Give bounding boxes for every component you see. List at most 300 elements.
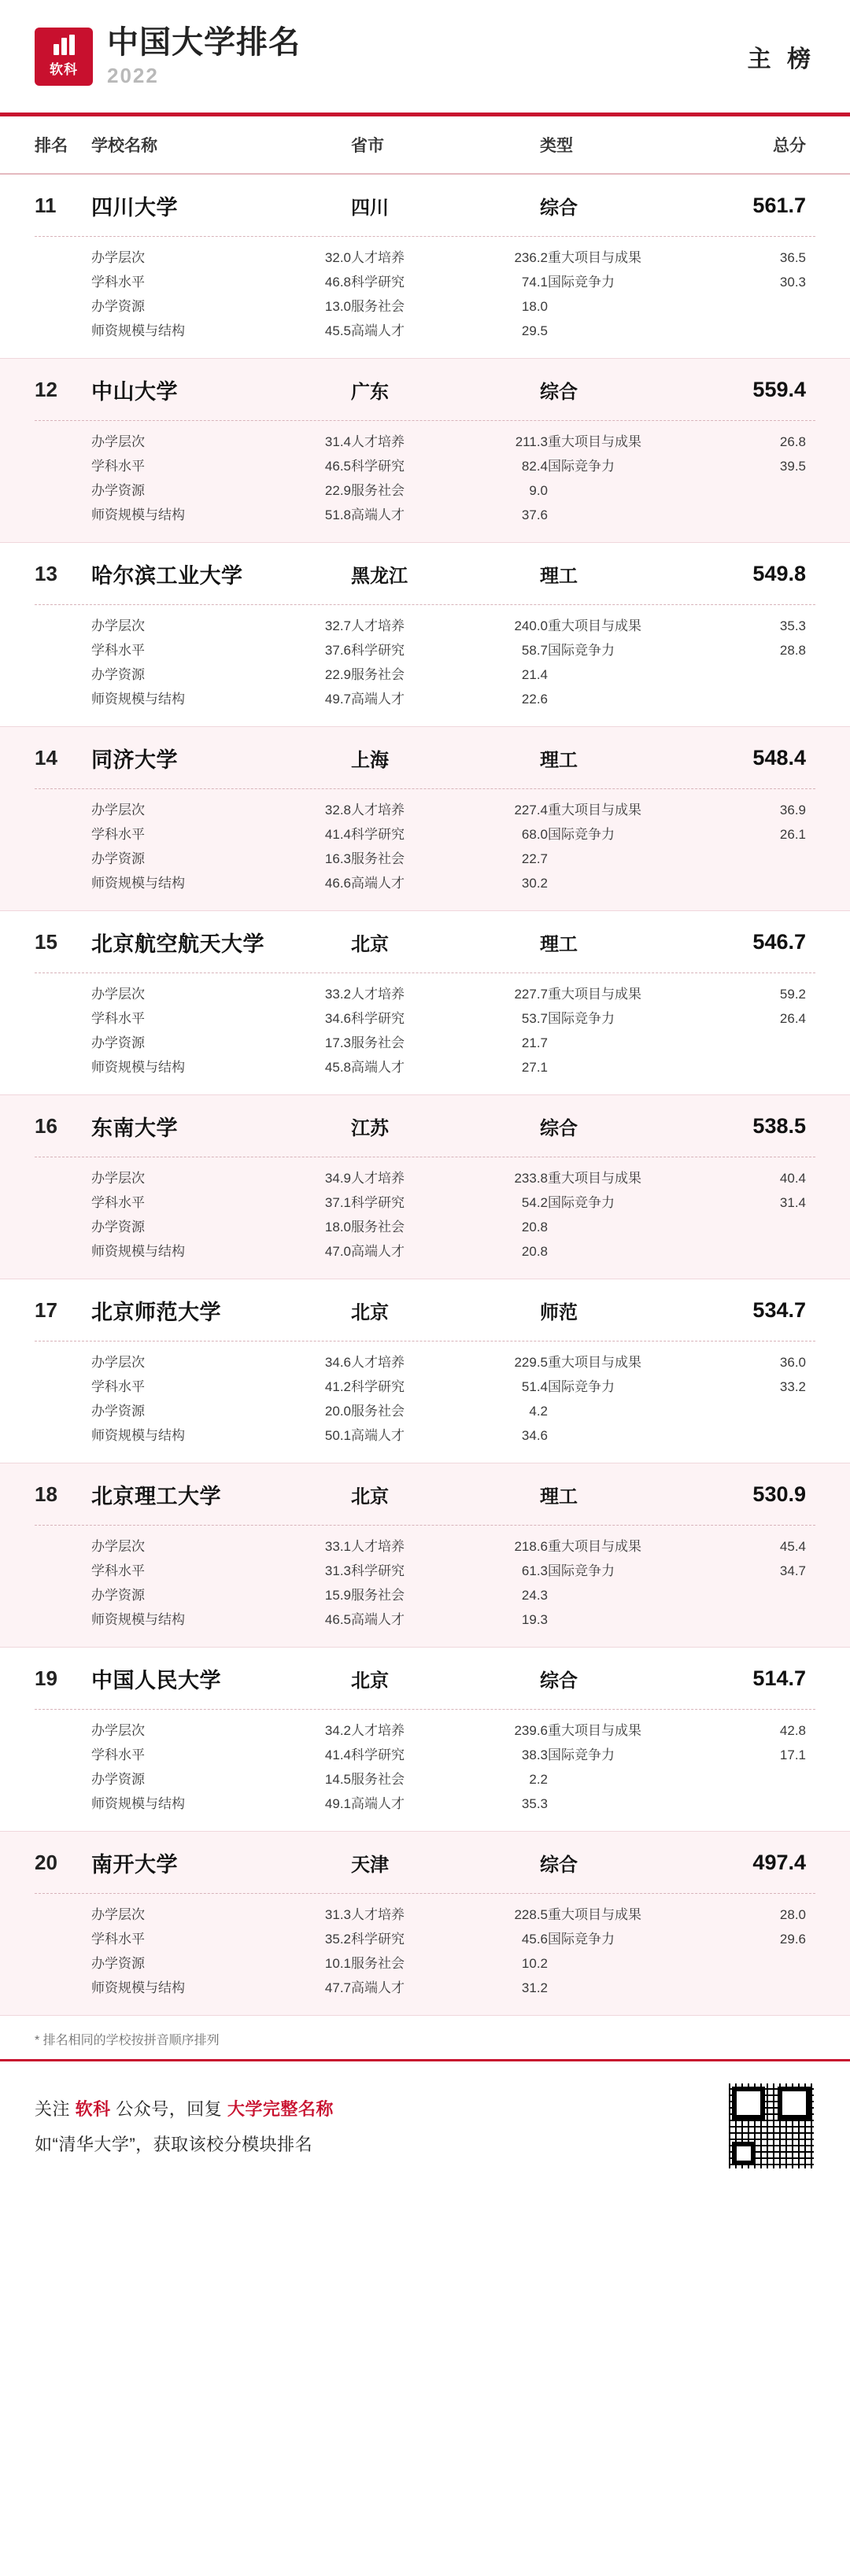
subscore-value: 46.5 [324,1612,351,1627]
subscore-label: 学科水平 [91,1195,145,1210]
subscore-item [351,1351,548,1375]
subscore-label: 重大项目与成果 [548,1907,641,1922]
row-type: 综合 [540,1117,578,1139]
subscore-item [91,799,351,823]
subscore-item [351,295,548,319]
table-row[interactable] [0,359,850,543]
subscore-value: 31.3 [324,1563,351,1578]
row-type: 理工 [540,749,578,771]
footer-text [35,2096,334,2156]
subscore-item [351,1719,548,1744]
subscore-value: 10.1 [324,1956,351,1971]
row-university-name[interactable]: 中山大学 [91,379,178,404]
subscore-label: 办学层次 [91,618,145,633]
subscore-value: 53.7 [521,1011,548,1026]
subscore-column-2 [351,799,548,896]
subscore-label: 师资规模与结构 [91,876,185,891]
subscore-item [351,430,548,455]
subscore-label: 服务社会 [351,483,405,498]
subscore-value: 35.2 [324,1932,351,1947]
table-row[interactable] [0,1095,850,1279]
row-university-name[interactable]: 同济大学 [91,747,178,772]
subscore-value: 240.0 [514,618,548,633]
row-rank: 19 [35,1666,57,1690]
row-type: 理工 [540,1485,578,1508]
subscore-item [351,799,548,823]
subscore-column-1 [91,1903,351,2001]
subscore-column-3 [548,246,815,344]
row-rank: 17 [35,1297,57,1322]
subscore-label: 办学层次 [91,1723,145,1738]
subscore-label: 国际竞争力 [548,827,615,842]
subscore-column-2 [351,1719,548,1817]
footer-line-1 [35,2096,334,2120]
subscore-value: 33.2 [324,987,351,1002]
subscore-label: 重大项目与成果 [548,618,641,633]
row-total-score: 548.4 [752,745,806,769]
subscore-label: 人才培养 [351,987,405,1002]
subscore-value: 31.4 [779,1195,806,1210]
subscore-value: 51.8 [324,507,351,522]
subscore-label: 办学层次 [91,434,145,449]
subscore-item [91,1928,351,1952]
subscore-value: 17.1 [779,1747,806,1762]
row-province: 北京 [351,1301,389,1323]
subscore-item [351,1608,548,1633]
subscore-label: 高端人才 [351,323,405,338]
subscore-item [351,1400,548,1424]
row-subscores [35,1525,815,1647]
subscore-value: 38.3 [521,1747,548,1762]
column-province: 省市 [351,137,384,155]
subscore-item [351,1792,548,1817]
subscore-item [548,799,815,823]
subscore-value: 68.0 [521,827,548,842]
subscore-value: 18.0 [521,299,548,314]
subscore-label: 高端人才 [351,1980,405,1995]
table-row[interactable] [0,1648,850,1832]
subscore-column-3 [548,1719,815,1817]
subscore-value: 14.5 [324,1772,351,1787]
subscore-label: 人才培养 [351,1907,405,1922]
subscore-label: 师资规模与结构 [91,507,185,522]
table-row[interactable] [0,911,850,1095]
subscore-item [351,246,548,271]
subscore-value: 34.6 [521,1428,548,1443]
subscore-value: 41.4 [324,827,351,842]
subscore-label: 高端人才 [351,1612,405,1627]
subscore-item [351,1056,548,1080]
subscore-item [351,1903,548,1928]
subscore-label: 人才培养 [351,250,405,265]
subscore-item [548,1167,815,1191]
subscore-item [91,430,351,455]
subscore-item [351,1928,548,1952]
row-university-name[interactable]: 四川大学 [91,195,178,220]
row-university-name[interactable]: 中国人民大学 [91,1668,221,1692]
subscore-value: 34.9 [324,1171,351,1186]
row-university-name[interactable]: 南开大学 [91,1852,178,1877]
subscore-value: 22.9 [324,483,351,498]
subscore-item [91,1056,351,1080]
subscore-value: 59.2 [779,987,806,1002]
subscore-item [351,1375,548,1400]
subscore-label: 办学资源 [91,1220,145,1234]
subscore-grid [91,614,815,712]
subscore-column-3 [548,614,815,712]
row-rank: 20 [35,1850,57,1874]
subscore-value: 50.1 [324,1428,351,1443]
subscore-column-2 [351,614,548,712]
subscore-item [351,1768,548,1792]
subscore-item [91,872,351,896]
subscore-value: 33.2 [779,1379,806,1394]
row-province: 上海 [351,749,389,771]
subscore-item [548,614,815,639]
subscore-item [91,1032,351,1056]
row-province: 北京 [351,1485,389,1508]
shanghairanking-logo-icon [35,28,93,86]
subscore-label: 重大项目与成果 [548,987,641,1002]
subscore-value: 41.2 [324,1379,351,1394]
column-rank: 排名 [35,137,68,155]
subscore-value: 58.7 [521,643,548,658]
subscore-label: 师资规模与结构 [91,1428,185,1443]
subscore-value: 33.1 [324,1539,351,1554]
subscore-item [548,1535,815,1559]
subscore-label: 师资规模与结构 [91,692,185,707]
row-rank: 15 [35,929,57,954]
subscore-value: 47.7 [324,1980,351,1995]
row-province: 北京 [351,933,389,955]
subscore-value: 35.3 [779,618,806,633]
row-rank: 12 [35,377,57,401]
brand-logo [35,24,301,88]
subscore-label: 学科水平 [91,1379,145,1394]
subscore-item [91,1768,351,1792]
column-name: 学校名称 [91,137,157,155]
subscore-item [548,1351,815,1375]
subscore-label: 师资规模与结构 [91,1244,185,1259]
subscore-item [351,1240,548,1264]
subscore-column-1 [91,1535,351,1633]
subscore-value: 31.2 [521,1980,548,1995]
subscore-item [91,1744,351,1768]
subscore-value: 24.3 [521,1588,548,1603]
subscore-label: 重大项目与成果 [548,1355,641,1370]
subscore-value: 74.1 [521,275,548,290]
subscore-item [351,1032,548,1056]
subscore-value: 36.9 [779,803,806,817]
subscore-value: 34.6 [324,1355,351,1370]
subscore-item [351,1167,548,1191]
table-row[interactable] [0,1832,850,2016]
subscore-grid [91,1351,815,1449]
subscore-item [91,1559,351,1584]
subscore-value: 22.6 [521,692,548,707]
row-university-name[interactable]: 哈尔滨工业大学 [91,563,243,588]
subscore-label: 服务社会 [351,1035,405,1050]
subscore-item [91,479,351,504]
subscore-label: 国际竞争力 [548,275,615,290]
subscore-label: 服务社会 [351,1772,405,1787]
logo-text: 软科 [50,62,78,77]
column-score: 总分 [773,137,806,155]
subscore-column-2 [351,430,548,528]
table-row[interactable] [0,543,850,727]
subscore-grid [91,1167,815,1264]
table-row[interactable] [0,727,850,911]
subscore-item [548,1928,815,1952]
subscore-label: 服务社会 [351,299,405,314]
row-subscores [35,1709,815,1831]
subscore-value: 32.7 [324,618,351,633]
ranking-table [0,175,850,2016]
subscore-value: 26.1 [779,827,806,842]
subscore-value: 211.3 [515,434,548,449]
row-university-name[interactable]: 北京师范大学 [91,1300,221,1324]
subscore-label: 科学研究 [351,459,405,474]
row-type: 师范 [540,1301,578,1323]
subscore-column-2 [351,1535,548,1633]
row-subscores [35,788,815,910]
subscore-value: 15.9 [324,1588,351,1603]
subscore-item [351,1559,548,1584]
subscore-item [548,246,815,271]
subscore-column-3 [548,430,815,528]
row-total-score: 546.7 [752,929,806,954]
table-row-main [35,1279,815,1341]
row-university-name[interactable]: 北京航空航天大学 [91,932,264,956]
row-university-name[interactable]: 东南大学 [91,1116,178,1140]
subscore-item [91,295,351,319]
subscore-column-3 [548,1535,815,1633]
row-total-score: 514.7 [752,1666,806,1690]
row-subscores [35,236,815,358]
subscore-item [548,1191,815,1216]
subscore-label: 办学资源 [91,667,145,682]
row-total-score: 538.5 [752,1113,806,1138]
subscore-label: 师资规模与结构 [91,1612,185,1627]
page-header [0,0,850,116]
subscore-label: 人才培养 [351,618,405,633]
subscore-item [91,847,351,872]
subscore-label: 科学研究 [351,643,405,658]
subscore-item [548,1903,815,1928]
table-row-main [35,175,815,236]
page-footer [0,2059,850,2197]
subscore-label: 国际竞争力 [548,1563,615,1578]
subscore-column-2 [351,246,548,344]
subscore-item [351,271,548,295]
subscore-value: 239.6 [514,1723,548,1738]
subscore-grid [91,799,815,896]
subscore-label: 人才培养 [351,1539,405,1554]
subscore-value: 32.0 [324,250,351,265]
subscore-item [351,614,548,639]
subscore-item [351,1007,548,1032]
subscore-label: 学科水平 [91,643,145,658]
subscore-item [351,1976,548,2001]
subscore-value: 45.6 [521,1932,548,1947]
subscore-value: 41.4 [324,1747,351,1762]
subscore-value: 40.4 [779,1171,806,1186]
subscore-item [351,455,548,479]
subscore-value: 9.0 [529,483,548,498]
subscore-label: 师资规模与结构 [91,1980,185,1995]
subscore-column-3 [548,1351,815,1449]
row-province: 黑龙江 [351,565,408,587]
subscore-value: 233.8 [514,1171,548,1186]
row-rank: 11 [35,193,57,217]
row-province: 江苏 [351,1117,389,1139]
subscore-value: 29.6 [779,1932,806,1947]
subscore-label: 人才培养 [351,1723,405,1738]
row-total-score: 497.4 [752,1850,806,1874]
subscore-item [351,823,548,847]
subscore-column-1 [91,246,351,344]
subscore-value: 35.3 [521,1796,548,1811]
subscore-column-1 [91,799,351,896]
subscore-item [351,504,548,528]
table-row-main [35,1095,815,1157]
row-province: 天津 [351,1854,389,1876]
subscore-item [91,1375,351,1400]
subscore-label: 学科水平 [91,827,145,842]
title-group [107,24,301,88]
subscore-label: 重大项目与成果 [548,1539,641,1554]
subscore-value: 227.4 [514,803,548,817]
subscore-value: 37.1 [324,1195,351,1210]
subscore-label: 科学研究 [351,1747,405,1762]
subscore-item [351,663,548,688]
subscore-value: 42.8 [779,1723,806,1738]
footer-brand-highlight: 软科 [75,2099,111,2119]
subscore-item [91,271,351,295]
subscore-item [548,639,815,663]
subscore-item [91,504,351,528]
subscore-label: 办学资源 [91,1772,145,1787]
subscore-label: 高端人才 [351,507,405,522]
subscore-value: 36.5 [779,250,806,265]
subscore-label: 办学层次 [91,250,145,265]
list-type-label: 主 榜 [747,46,815,72]
subscore-value: 22.9 [324,667,351,682]
table-row[interactable] [0,1463,850,1648]
subscore-value: 45.4 [779,1539,806,1554]
subscore-column-1 [91,1719,351,1817]
subscore-label: 高端人才 [351,1796,405,1811]
subscore-item [91,1167,351,1191]
subscore-label: 办学层次 [91,803,145,817]
subscore-value: 227.7 [514,987,548,1002]
subscore-item [351,1744,548,1768]
subscore-column-3 [548,1903,815,2001]
subscore-item [91,455,351,479]
subscore-label: 学科水平 [91,1011,145,1026]
subscore-label: 高端人才 [351,1428,405,1443]
subscore-value: 37.6 [324,643,351,658]
subscore-label: 办学层次 [91,1355,145,1370]
subscore-item [548,271,815,295]
subscore-column-2 [351,1351,548,1449]
subscore-label: 办学层次 [91,987,145,1002]
row-type: 理工 [540,565,578,587]
subscore-label: 师资规模与结构 [91,323,185,338]
subscore-value: 31.4 [324,434,351,449]
subscore-value: 39.5 [779,459,806,474]
subscore-item [91,1351,351,1375]
subscore-item [91,1007,351,1032]
subscore-item [548,455,815,479]
subscore-value: 21.4 [521,667,548,682]
subscore-item [91,1903,351,1928]
subscore-item [91,823,351,847]
subscore-label: 服务社会 [351,1956,405,1971]
table-row-main [35,1832,815,1893]
subscore-value: 27.1 [521,1060,548,1075]
subscore-value: 34.7 [779,1563,806,1578]
row-rank: 13 [35,561,57,585]
subscore-label: 办学资源 [91,851,145,866]
row-subscores [35,420,815,542]
subscore-item [351,847,548,872]
subscore-value: 16.3 [324,851,351,866]
subscore-item [91,246,351,271]
subscore-value: 218.6 [514,1539,548,1554]
subscore-label: 人才培养 [351,1355,405,1370]
subscore-column-3 [548,799,815,896]
subscore-value: 46.8 [324,275,351,290]
subscore-item [548,823,815,847]
subscore-item [91,663,351,688]
table-row[interactable] [0,175,850,359]
subscore-label: 办学资源 [91,1956,145,1971]
page-title: 中国大学排名 [107,25,301,60]
subscore-item [351,1952,548,1976]
subscore-label: 重大项目与成果 [548,803,641,817]
subscore-value: 13.0 [324,299,351,314]
row-subscores [35,1893,815,2015]
subscore-item [91,1191,351,1216]
subscore-item [91,1216,351,1240]
subscore-label: 服务社会 [351,1588,405,1603]
subscore-item [351,1424,548,1449]
subscore-value: 34.2 [324,1723,351,1738]
row-total-score: 549.8 [752,561,806,585]
subscore-label: 科学研究 [351,1563,405,1578]
row-type: 综合 [540,197,578,219]
subscore-item [91,614,351,639]
subscore-item [91,1792,351,1817]
subscore-grid [91,246,815,344]
subscore-item [351,688,548,712]
subscore-value: 54.2 [521,1195,548,1210]
row-subscores [35,1157,815,1279]
table-row[interactable] [0,1279,850,1463]
row-university-name[interactable]: 北京理工大学 [91,1484,221,1508]
subscore-value: 28.8 [779,643,806,658]
footer-line1-part-c: 公众号，回复 [110,2099,227,2119]
subscore-value: 46.6 [324,876,351,891]
subscore-value: 61.3 [521,1563,548,1578]
subscore-value: 21.7 [521,1035,548,1050]
subscore-item [91,1535,351,1559]
subscore-item [351,1535,548,1559]
subscore-value: 228.5 [514,1907,548,1922]
subscore-value: 31.3 [324,1907,351,1922]
subscore-label: 学科水平 [91,1563,145,1578]
